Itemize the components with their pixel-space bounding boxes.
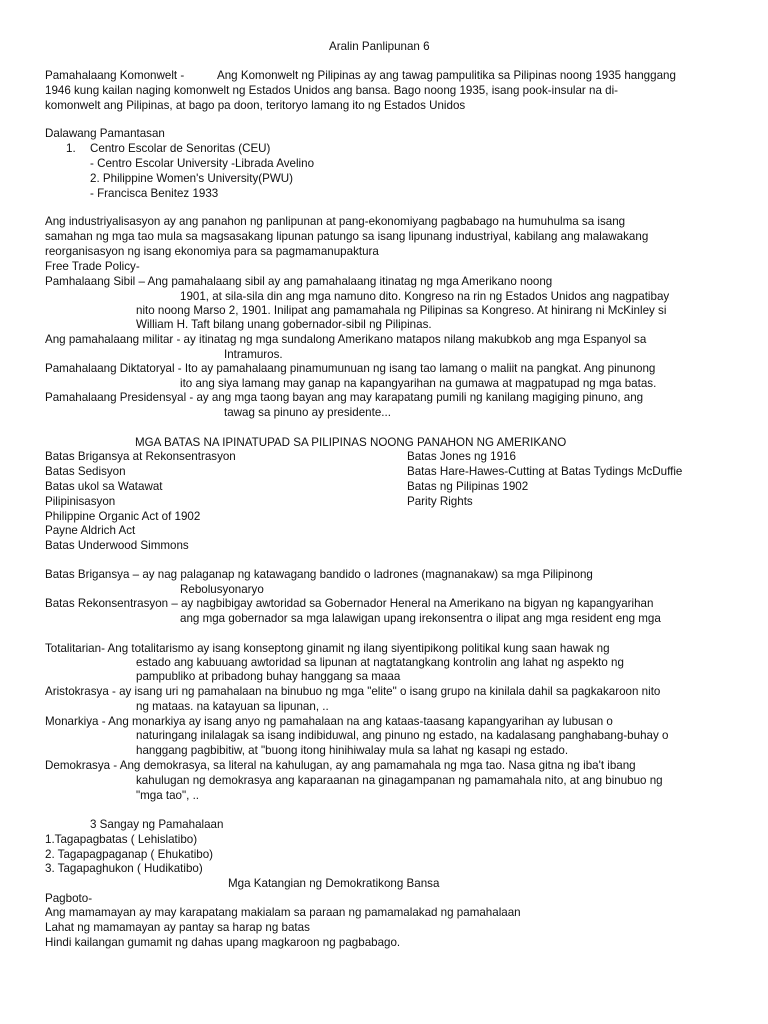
komonwelt-line-3: komonwelt ang Pilipinas, at bago pa doon, teritoryo lamang ito ng Estados Unidos [45, 99, 466, 112]
industriyalisasyon-line-3: reorganisasyon ng isang ekonomiya para sa pagmamanupaktura [45, 245, 379, 258]
document-title: Aralin Panlipunan 6 [329, 40, 430, 53]
totalitarian-line-1: Totalitarian- Ang totalitarismo ay isang konseptong ginamit ng ilang siyentipikong politikal kung saan hawak ng [45, 642, 610, 655]
industriyalisasyon-line-1: Ang industriyalisasyon ay ang panahon ng panlipunan at pang-ekonomiyang pagbabago na humuhulma sa isang [45, 215, 626, 228]
batas-left-item: Batas ukol sa Watawat [45, 480, 163, 493]
pamantasan-item-2: 2. Philippine Women's University(PWU) [90, 172, 294, 185]
aristokrasya-line-1: Aristokrasya - ay isang uri ng pamahalaan na binubuo ng mga "elite" o isang grupo na kinilala dahil sa pagkakaroon nito [45, 685, 661, 698]
komonwelt-line-1: Ang Komonwelt ng Pilipinas ay ang tawag pampulitika sa Pilipinas noong 1935 hanggang [217, 69, 676, 82]
rekonsentrasyon-line-2: ang mga gobernador sa mga lalawigan upang irekonsentra o ilipat ang mga resident eng mga [180, 612, 661, 625]
militar-line-2: Intramuros. [224, 348, 283, 361]
monarkiya-line-3: hanggang pagbibitiw, at "buong itong hinihiwalay mula sa lahat ng kasapi ng estado. [136, 744, 569, 757]
batas-left-item: Batas Sedisyon [45, 465, 126, 478]
sibil-line-3: nito noong Marso 2, 1901. Inilipat ang pamamahala ng Pilipinas sa Kongreso. At hinirang ni McKinley si [136, 304, 667, 317]
batas-left-item: Philippine Organic Act of 1902 [45, 510, 201, 523]
brigansya-line-2: Rebolusyonaryo [180, 583, 264, 596]
batas-left-item: Pilipinisasyon [45, 495, 116, 508]
pamantasan-sub-1: - Centro Escolar University -Librada Avelino [90, 157, 315, 170]
batas-heading: MGA BATAS NA IPINATUPAD SA PILIPINAS NOONG PANAHON NG AMERIKANO [135, 436, 567, 449]
batas-right-item: Parity Rights [407, 495, 473, 508]
batas-right-item: Batas Hare-Hawes-Cutting at Batas Tydings McDuffie [407, 465, 683, 478]
demokrasya-line-3: "mga tao", .. [136, 789, 200, 802]
sangay-item: 1.Tagapagbatas ( Lehislatibo) [45, 833, 198, 846]
batas-left-item: Batas Brigansya at Rekonsentrasyon [45, 450, 236, 463]
aristokrasya-line-2: ng mataas. na katayuan sa lipunan, .. [136, 700, 329, 713]
katangian-line: Ang mamamayan ay may karapatang makialam sa paraan ng pamamalakad ng pamahalaan [45, 906, 521, 919]
batas-right-item: Batas Jones ng 1916 [407, 450, 516, 463]
sangay-item: 2. Tagapagpaganap ( Ehukatibo) [45, 848, 214, 861]
sangay-heading: 3 Sangay ng Pamahalaan [90, 818, 224, 831]
batas-left-item: Payne Aldrich Act [45, 524, 136, 537]
pamantasan-sub-2: - Francisca Benitez 1933 [90, 187, 219, 200]
pagboto-label: Pagboto- [45, 892, 93, 905]
katangian-line: Lahat ng mamamayan ay pantay sa harap ng batas [45, 921, 310, 934]
pamantasan-heading: Dalawang Pamantasan [45, 127, 165, 140]
diktatoryal-line-1: Pamahalaang Diktatoryal - Ito ay pamahalaang pinamumunuan ng isang tao lamang o maliit na pangkat. Ang pinunong [45, 362, 656, 375]
free-trade-label: Free Trade Policy- [45, 260, 140, 273]
monarkiya-line-2: naturingang inilalagak sa isang indibiduwal, ang pinuno ng estado, na kadalasang panghabang-buhay o [136, 729, 669, 742]
presidensyal-line-2: tawag sa pinuno ay presidente... [224, 406, 391, 419]
demokrasya-line-2: kahulugan ng demokrasya ang kaparaanan na ginagampanan ng pamamahala nito, at ang binubuo ng [136, 774, 663, 787]
industriyalisasyon-line-2: samahan ng mga tao mula sa magsasakang lipunan patungo sa isang lipunang industriyal, kabilang ang malawakang [45, 230, 649, 243]
batas-left-item: Batas Underwood Simmons [45, 539, 189, 552]
demokrasya-line-1: Demokrasya - Ang demokrasya, sa literal na kahulugan, ay ang pamamahala ng mga tao. Nasa gitna ng iba't ibang [45, 759, 636, 772]
brigansya-line-1: Batas Brigansya – ay nag palaganap ng katawagang bandido o ladrones (magnanakaw) sa mga Pilipinong [45, 568, 593, 581]
diktatoryal-line-2: ito ang siya lamang may ganap na kapangyarihan na gumawa at magpatupad ng mga batas. [180, 377, 657, 390]
presidensyal-line-1: Pamahalaang Presidensyal - ay ang mga taong bayan ang may karapatang pumili ng kanilang magiging pinuno, ang [45, 391, 644, 404]
katangian-heading: Mga Katangian ng Demokratikong Bansa [228, 877, 440, 890]
sangay-item: 3. Tagapaghukon ( Hudikatibo) [45, 862, 203, 875]
monarkiya-line-1: Monarkiya - Ang monarkiya ay isang anyo ng pamahalaan na ang kataas-taasang kapangyarihan ay lubusan o [45, 715, 613, 728]
totalitarian-line-3: pampubliko at pribadong buhay hanggang sa maaa [136, 670, 401, 683]
katangian-line: Hindi kailangan gumamit ng dahas upang magkaroon ng pagbabago. [45, 936, 401, 949]
komonwelt-label: Pamahalaang Komonwelt - [45, 69, 185, 82]
komonwelt-line-2: 1946 kung kailan naging komonwelt ng Estados Unidos ang bansa. Bago noong 1935, isang pook-insular na di- [45, 84, 619, 97]
pamantasan-item-1: Centro Escolar de Senoritas (CEU) [90, 142, 271, 155]
sibil-line-2: 1901, at sila-sila din ang mga namuno dito. Kongreso na rin ng Estados Unidos ang nagpatibay [180, 290, 670, 303]
militar-line-1: Ang pamahalaang militar - ay itinatag ng mga sundalong Amerikano matapos nilang makubkob ang mga Espanyol sa [45, 333, 647, 346]
pamantasan-number-1: 1. [66, 142, 76, 155]
sibil-line-4: William H. Taft bilang unang gobernador-sibil ng Pilipinas. [136, 318, 432, 331]
sibil-line-1: Pamhalaang Sibil – Ang pamahalaang sibil ay ang pamahalaang itinatag ng mga Amerikano noong [45, 275, 553, 288]
totalitarian-line-2: estado ang kabuuang awtoridad sa lipunan at nagtatangkang kontrolin ang lahat ng aspekto ng [136, 656, 624, 669]
batas-right-item: Batas ng Pilipinas 1902 [407, 480, 529, 493]
rekonsentrasyon-line-1: Batas Rekonsentrasyon – ay nagbibigay awtoridad sa Gobernador Heneral na Amerikano na bigyan ng kapangyarihan [45, 597, 654, 610]
